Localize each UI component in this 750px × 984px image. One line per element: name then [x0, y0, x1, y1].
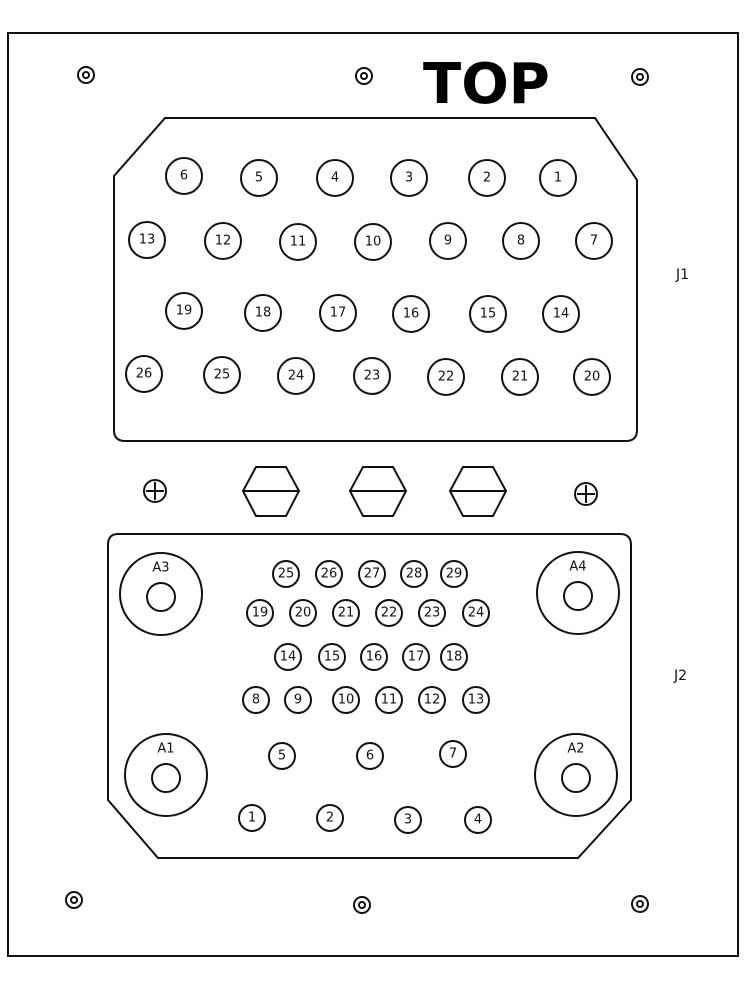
j2-pin-29	[441, 561, 467, 587]
pin-number: 2	[482, 170, 492, 186]
pin-number: 23	[423, 605, 441, 621]
pin-number: 1	[553, 170, 563, 186]
pin-number: 21	[337, 605, 355, 621]
j1-pin-18	[245, 295, 281, 331]
large-pin-label: A1	[157, 741, 175, 757]
pin-number: 5	[254, 170, 264, 186]
j2-pin-24	[463, 600, 489, 626]
pin-number: 6	[179, 168, 189, 184]
j2-pin-5	[269, 743, 295, 769]
screw-icon	[632, 69, 648, 85]
screw-icon	[78, 67, 94, 83]
j2-pin-19	[247, 600, 273, 626]
pin-number: 24	[467, 605, 485, 621]
pin-number: 18	[445, 649, 463, 665]
pin-number: 11	[380, 692, 398, 708]
pin-number: 4	[473, 812, 483, 828]
pin-number: 3	[403, 812, 413, 828]
large-pin-inner-circle	[562, 764, 590, 792]
j1-pin-8	[503, 223, 539, 259]
pin-number: 28	[405, 566, 423, 582]
j1-pin-16	[393, 296, 429, 332]
pin-number: 7	[589, 233, 599, 249]
j2-pin-18	[441, 644, 467, 670]
j1-pin-1	[540, 160, 576, 196]
j1-pin-21	[502, 359, 538, 395]
pin-number: 25	[277, 566, 295, 582]
j1-pin-23	[354, 358, 390, 394]
pin-number: 8	[251, 692, 261, 708]
large-pin-label: A4	[569, 559, 587, 575]
pin-number: 6	[365, 748, 375, 764]
j2-pin-14	[275, 644, 301, 670]
pin-number: 2	[325, 810, 335, 826]
pin-number: 3	[404, 170, 414, 186]
pin-number: 21	[511, 369, 529, 385]
plus-screw-icon	[144, 480, 166, 502]
j2-pin-25	[273, 561, 299, 587]
pin-number: 14	[279, 649, 297, 665]
hex-nut-icon	[243, 467, 299, 516]
j1-pin-3	[391, 160, 427, 196]
j2-pin-16	[361, 644, 387, 670]
j2-pin-23	[419, 600, 445, 626]
pin-number: 12	[423, 692, 441, 708]
j1-pin-6	[166, 158, 202, 194]
pin-number: 14	[552, 306, 570, 322]
j1-pin-10	[355, 224, 391, 260]
j2-pin-1	[239, 805, 265, 831]
pin-number: 10	[337, 692, 355, 708]
j2-large-pin-A3	[120, 553, 202, 635]
plus-screw-icon	[575, 483, 597, 505]
pin-number: 26	[320, 566, 338, 582]
j1-pins	[126, 158, 612, 395]
pin-number: 7	[448, 746, 458, 762]
pin-number: 10	[364, 234, 382, 250]
j2-pin-28	[401, 561, 427, 587]
j1-pin-20	[574, 359, 610, 395]
pin-number: 9	[293, 692, 303, 708]
j1-pin-4	[317, 160, 353, 196]
j2-pin-3	[395, 807, 421, 833]
j2-pin-22	[376, 600, 402, 626]
pin-number: 9	[443, 233, 453, 249]
hex-nut-icon	[450, 467, 506, 516]
pin-number: 20	[583, 369, 601, 385]
pin-number: 23	[363, 368, 381, 384]
j1-pin-17	[320, 295, 356, 331]
j2-pin-11	[376, 687, 402, 713]
j2-pin-12	[419, 687, 445, 713]
pin-number: 17	[407, 649, 425, 665]
j2-pin-9	[285, 687, 311, 713]
j2-pin-21	[333, 600, 359, 626]
pin-number: 22	[380, 605, 398, 621]
pin-number: 19	[251, 605, 269, 621]
pin-number: 13	[138, 232, 156, 248]
j2-pin-15	[319, 644, 345, 670]
j2-pin-10	[333, 687, 359, 713]
pin-number: 1	[247, 810, 257, 826]
pin-number: 13	[467, 692, 485, 708]
pin-number: 15	[323, 649, 341, 665]
pin-number: 11	[289, 234, 307, 250]
large-pin-inner-circle	[152, 764, 180, 792]
pin-number: 5	[277, 748, 287, 764]
j2-large-pin-A4	[537, 552, 619, 634]
j2-pin-7	[440, 741, 466, 767]
pin-number: 15	[479, 306, 497, 322]
pin-number: 8	[516, 233, 526, 249]
pin-number: 12	[214, 233, 232, 249]
j1-pin-19	[166, 293, 202, 329]
pin-number: 24	[287, 368, 305, 384]
j2-large-pin-A1	[125, 734, 207, 816]
j2-pin-17	[403, 644, 429, 670]
j2-pin-6	[357, 743, 383, 769]
j1-label: J1	[676, 267, 690, 283]
j1-pin-12	[205, 223, 241, 259]
j1-pin-14	[543, 296, 579, 332]
large-pin-label: A3	[152, 560, 170, 576]
pin-number: 17	[329, 305, 347, 321]
j1-pin-25	[204, 357, 240, 393]
screw-icon	[354, 897, 370, 913]
j2-pins	[239, 561, 491, 833]
j1-pin-5	[241, 160, 277, 196]
j2-pin-20	[290, 600, 316, 626]
screw-icon	[66, 892, 82, 908]
j1-pin-24	[278, 358, 314, 394]
pin-number: 16	[402, 306, 420, 322]
j1-pin-7	[576, 223, 612, 259]
j1-pin-2	[469, 160, 505, 196]
j2-pin-4	[465, 807, 491, 833]
pin-number: 4	[330, 170, 340, 186]
page-title: TOP	[423, 52, 550, 117]
j1-pin-9	[430, 223, 466, 259]
pin-number: 25	[213, 367, 231, 383]
j2-pin-13	[463, 687, 489, 713]
pin-number: 22	[437, 369, 455, 385]
j2-large-pin-A2	[535, 734, 617, 816]
large-pin-inner-circle	[564, 582, 592, 610]
pin-number: 20	[294, 605, 312, 621]
pin-number: 29	[445, 566, 463, 582]
hex-nut-icon	[350, 467, 406, 516]
large-pin-label: A2	[567, 741, 585, 757]
pin-number: 16	[365, 649, 383, 665]
j2-pin-8	[243, 687, 269, 713]
j2-pin-27	[359, 561, 385, 587]
j1-pin-26	[126, 356, 162, 392]
pin-number: 26	[135, 366, 153, 382]
pin-number: 18	[254, 305, 272, 321]
j2-pin-2	[317, 805, 343, 831]
j1-pin-11	[280, 224, 316, 260]
j1-pin-22	[428, 359, 464, 395]
j1-pin-15	[470, 296, 506, 332]
pin-number: 19	[175, 303, 193, 319]
screw-icon	[632, 896, 648, 912]
large-pin-inner-circle	[147, 583, 175, 611]
j1-pin-13	[129, 222, 165, 258]
screw-icon	[356, 68, 372, 84]
j2-pin-26	[316, 561, 342, 587]
j2-large-pins	[120, 552, 619, 816]
pin-number: 27	[363, 566, 381, 582]
j2-label: J2	[674, 668, 688, 684]
